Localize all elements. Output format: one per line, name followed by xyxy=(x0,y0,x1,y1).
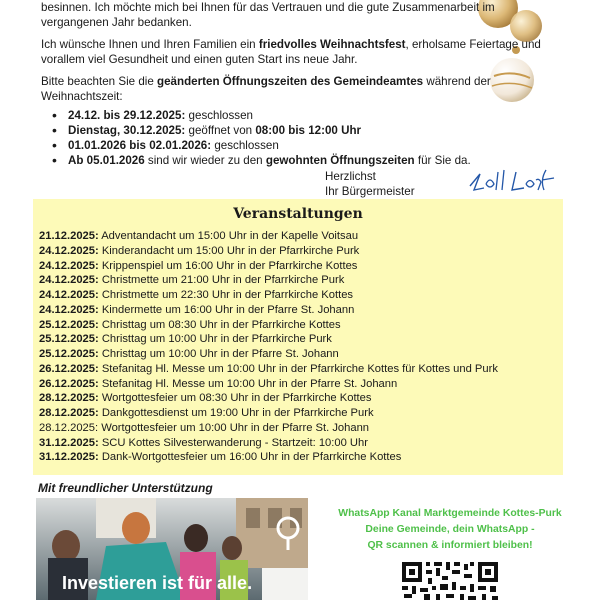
event-item: 24.12.2025: Krippenspiel um 16:00 Uhr in der Pfarrkirche Kottes xyxy=(39,259,358,272)
mayor-title: Ihr Bürgermeister xyxy=(325,185,415,198)
event-item: 21.12.2025: Adventandacht um 15:00 Uhr in der Kapelle Voitsau xyxy=(39,230,359,242)
event-item: 28.12.2025: Dankgottesdienst um 19:00 Uhr in der Pfarrkirche Purk xyxy=(39,407,374,419)
event-item: 24.12.2025: Kindermette um 16:00 Uhr in der Pfarre St. Johann xyxy=(39,303,355,316)
event-item: 28.12.2025: Wortgottesfeier um 08:30 Uhr in der Pfarrkirche Kottes xyxy=(39,392,372,405)
event-item: 31.12.2025: SCU Kottes Silvesterwanderung - Startzeit: 10:00 Uhr xyxy=(39,436,368,449)
intro-paragraph-1: besinnen. Ich möchte mich bei Ihnen für das Vertrauen und die gute Zusammenarbeit im vergangenen Jahr bedanken. xyxy=(41,1,495,29)
closing-greeting xyxy=(325,169,415,199)
event-item: 26.12.2025: Stefanitag Hl. Messe um 10:00 Uhr in der Pfarre St. Johann xyxy=(39,377,398,390)
opening-hours-item: • Ab 05.01.2026 sind wir wieder zu den gewohnten Öffnungszeiten für Sie da. xyxy=(52,153,512,168)
events-list xyxy=(39,229,559,465)
whatsapp-line: Deine Gemeinde, dein WhatsApp - xyxy=(365,524,535,535)
event-item: 25.12.2025: Christtag um 10:00 Uhr in der Pfarre St. Johann xyxy=(39,348,339,360)
event-item: 24.12.2025: Christmette um 21:00 Uhr in der Pfarrkirche Purk xyxy=(39,274,345,287)
sponsor-ad-image xyxy=(36,498,308,600)
event-item: 25.12.2025: Christtag um 10:00 Uhr in der Pfarrkirche Purk xyxy=(39,333,332,346)
whatsapp-line: QR scannen & informiert bleiben! xyxy=(367,540,533,551)
whatsapp-channel-info xyxy=(330,506,570,554)
ad-slogan: Investieren ist für alle. xyxy=(62,573,253,593)
opening-hours-item: • Dienstag, 30.12.2025: geöffnet von 08:00 bis 12:00 Uhr xyxy=(52,123,512,138)
events-title: Veranstaltungen xyxy=(233,206,363,222)
sponsor-label: Mit freundlicher Unterstützung xyxy=(38,481,213,495)
event-item: 24.12.2025: Kinderandacht um 15:00 Uhr in der Pfarrkirche Purk xyxy=(39,244,360,257)
intro-text xyxy=(41,0,561,111)
event-item: 25.12.2025: Christtag um 08:30 Uhr in der Pfarrkirche Kottes xyxy=(39,318,341,331)
event-item: 28.12.2025: Wortgottesfeier um 10:00 Uhr in der Pfarre St. Johann xyxy=(39,421,370,434)
intro-paragraph-2: Ich wünsche Ihnen und Ihren Familien ein friedvolles Weihnachtsfest, erholsame Feiertage und vorallem viel Gesundheit und einen guten Start ins neue Jahr. xyxy=(41,38,541,66)
opening-hours-item: • 24.12. bis 29.12.2025: geschlossen xyxy=(52,108,512,123)
event-item: 24.12.2025: Christmette um 22:30 Uhr in der Pfarrkirche Kottes xyxy=(39,289,354,301)
events-box xyxy=(33,199,563,475)
opening-hours-item: • 01.01.2026 bis 02.01.2026: geschlossen xyxy=(52,138,512,153)
greeting-line: Herzlichst xyxy=(325,170,376,183)
intro-paragraph-3: Bitte beachten Sie die geänderten Öffnungszeiten des Gemeindeamtes während der Weihnachtszeit: xyxy=(41,75,491,103)
whatsapp-qr-code-icon[interactable] xyxy=(400,560,500,600)
mayor-signature xyxy=(466,166,558,196)
whatsapp-line: WhatsApp Kanal Marktgemeinde Kottes-Purk xyxy=(338,508,562,519)
event-item: 26.12.2025: Stefanitag Hl. Messe um 10:00 Uhr in der Pfarrkirche Kottes für Kottes und Purk xyxy=(39,362,498,375)
opening-hours-list xyxy=(52,108,512,168)
event-item: 31.12.2025: Dank-Wortgottesfeier um 16:00 Uhr in der Pfarrkirche Kottes xyxy=(39,451,402,464)
